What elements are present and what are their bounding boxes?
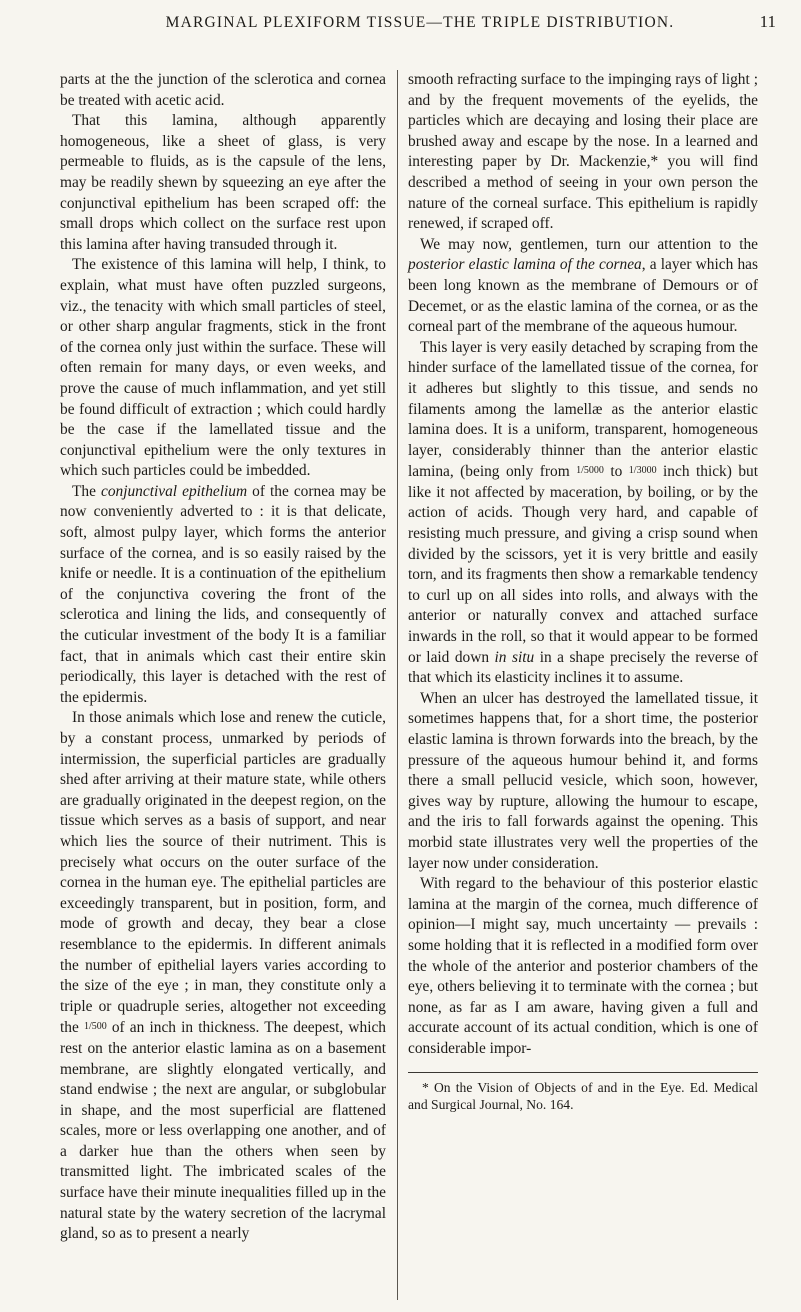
text-run: We may now, gentlemen, turn our attention to the <box>420 235 758 253</box>
left-column <box>60 70 386 1245</box>
paragraph <box>408 235 758 338</box>
text-run: to <box>603 463 629 481</box>
right-column <box>408 70 758 1113</box>
page-number: 11 <box>759 12 776 31</box>
footnote-separator <box>408 1072 758 1073</box>
paragraph: The existence of this lamina will help, I think, to explain, what must have often puzzled surgeons, viz., the tenacity with which small particles of steel, or other sharp angular fragments, stick in the front of the cornea only just within the surface. These will often remain for many days, or even weeks, and prove the cause of much inflammation, and yet still be found difficult of extraction ; which could hardly be the case if the lamellated tissue and the conjunctival epithelium were the only textures in which such particles could be imbedded. <box>60 256 386 480</box>
running-header <box>60 8 780 38</box>
text-run: This layer is very easily detached by scraping from the hinder surface of the lamellated tissue of the cornea, for it adheres but slightly to this tissue, and sends no filaments among the lamellæ as the anterior elastic lamina does. It is a uniform, transparent, homogeneous layer, considerably thinner than the anterior elastic lamina, (being only from <box>408 338 758 481</box>
paragraph: parts at the the junction of the sclerotica and cornea be treated with acetic acid. <box>60 71 386 109</box>
emphasis-term: in situ <box>494 648 535 666</box>
paragraph <box>60 482 386 709</box>
fraction: 1/500 <box>83 1021 107 1033</box>
emphasis-term: conjunctival epithelium <box>100 482 248 500</box>
paragraph <box>60 708 386 1244</box>
column-divider <box>397 70 398 1300</box>
paragraph: When an ulcer has destroyed the lamellated tissue, it sometimes happens that, for a short time, the posterior elastic lamina is thrown forwards into the breach, by the pressure of the aqueous humour behind it, and forms there a small pellucid vesicle, which soon, however, gives way by rupture, allowing the humour to escape, and the iris to fall forwards against the opening. This morbid state illustrates very well the properties of the layer now under consideration. <box>408 689 758 872</box>
text-run: in a shape precisely the reverse of that which its elasticity inclines it to assume. <box>408 648 758 687</box>
paragraph: That this lamina, although apparently homogeneous, like a sheet of glass, is very permeable to fluids, as is the capsule of the lens, may be readily shewn by squeezing an eye after the conjunctival epithelium has been scraped off: the small drops which collect on the surface rest upon this lamina after having transuded through it. <box>60 112 386 253</box>
text-run: inch thick) but like it not affected by maceration, by boiling, or by the action of acids. Though very hard, and capable of resisting much pressure, and giving a crisp sound when divided by the scissors, yet it is very brittle and easily torn, and its fragments then show a remarkable tendency to curl up on all sides into rolls, and always with the anterior or naturally convex and attached surface inwards in the roll, so that it would appear to be formed or laid down <box>408 463 758 666</box>
text-run: In those animals which lose and renew the cuticle, by a constant process, unmarked by periods of intermission, the superficial particles are gradually shed after arriving at their mature state, while others are gradually originated in the deepest region, on the tissue which serves as a basis of support, and near which lies the source of their nutriment. This is precisely what occurs on the outer surface of the cornea in the human eye. The epithelial particles are exceedingly transparent, but in position, form, and mode of growth and decay, they bear a close resemblance to the epidermis. In different animals the number of epithelial layers varies according to the size of the eye ; in man, they constitute only a triple or quadruple series, altogether not exceeding the <box>60 709 386 1037</box>
text-run: The <box>72 482 101 500</box>
text-run: , a layer which has been long known as the membrane of Demours or of Decemet, or as the elastic lamina of the cornea, or as the corneal part of the membrane of the aqueous humour. <box>408 256 758 336</box>
paragraph: With regard to the behaviour of this posterior elastic lamina at the margin of the cornea, much difference of opinion—I might say, much uncertainty — prevails : some holding that it is reflected in a modified form over the whole of the anterior and posterior chambers of the eye, others believing it to terminate with the cornea ; but none, as far as I am aware, having given a full and accurate account of its actual condition, which is one of considerable impor- <box>408 875 758 1057</box>
paragraph <box>408 338 758 689</box>
text-run: of an inch in thickness. The deepest, which rest on the anterior elastic lamina as on a basement membrane, are slightly elongated vertically, and stand endwise ; the next are angular, or subglobular in shape, and the most superficial are flattened scales, more or less overlapping one another, and of a darker hue than the others when seen by transmitted light. The imbricated scales of the surface have their minute inequalities filled up in the natural state by the watery secretion of the lacrymal gland, so as to present a nearly <box>60 1019 386 1243</box>
footnote: * On the Vision of Objects of and in the Eye. Ed. Medical and Surgical Journal, No. 164. <box>408 1079 758 1112</box>
paragraph: smooth refracting surface to the impinging rays of light ; and by the frequent movements of the eyelids, the particles which are decaying and losing their place are brushed away and escape by the nose. In a learned and interesting paper by Dr. Mackenzie,* you will find described a method of seeing in your own person the nature of the corneal surface. This epithelium is rapidly renewed, if scraped off. <box>408 71 758 233</box>
text-run: of the cornea may be now conveniently adverted to : it is that delicate, soft, almost pulpy layer, which forms the anterior surface of the cornea, and is so easily raised by the knife or needle. It is a continuation of the epithelium of the conjunctiva covering the front of the sclerotica and lining the lids, and consequently of the cuticular investment of the body It is a familiar fact, that in animals which cast their entire skin periodically, this layer is detached with the rest of the epidermis. <box>60 482 386 706</box>
running-title: MARGINAL PLEXIFORM TISSUE—THE TRIPLE DISTRIBUTION. <box>165 14 675 31</box>
emphasis-term: posterior elastic lamina of the cornea <box>408 256 642 274</box>
fraction: 1/3000 <box>628 465 657 477</box>
fraction: 1/5000 <box>576 465 604 477</box>
